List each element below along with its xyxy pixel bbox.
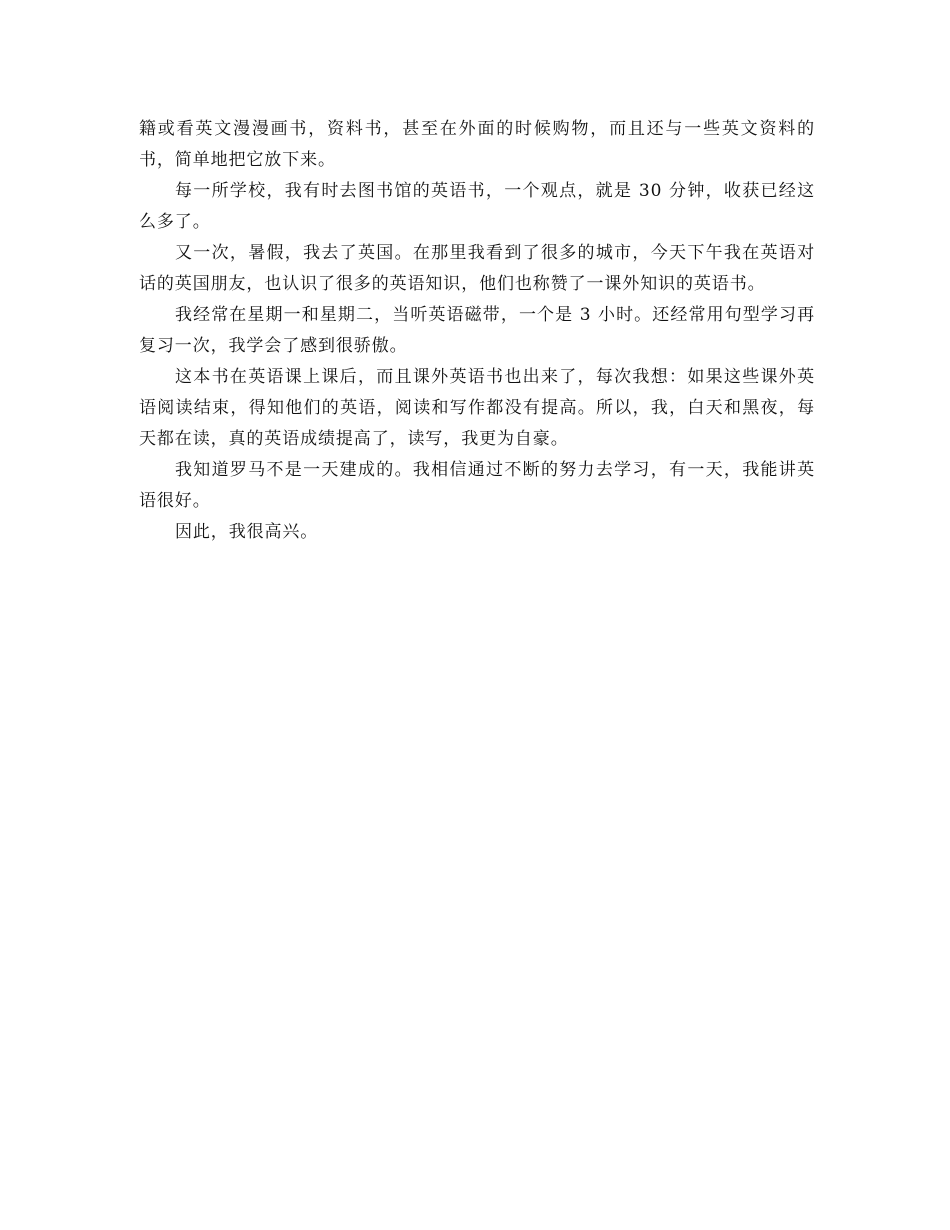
paragraph: 每一所学校，我有时去图书馆的英语书，一个观点，就是 30 分钟，收获已经这么多了。 <box>139 181 815 232</box>
paragraph: 我知道罗马不是一天建成的。我相信通过不断的努力去学习，有一天，我能讲英语很好。 <box>139 460 815 511</box>
paragraph: 因此，我很高兴。 <box>175 522 319 542</box>
paragraph: 我经常在星期一和星期二，当听英语磁带，一个是 3 小时。还经常用句型学习再复习一次，我学会了感到很骄傲。 <box>139 305 815 356</box>
document-body <box>139 114 815 548</box>
paragraph: 又一次，暑假，我去了英国。在那里我看到了很多的城市，今天下午我在英语对话的英国朋友，也认识了很多的英语知识，他们也称赞了一课外知识的英语书。 <box>139 243 815 294</box>
paragraph: 这本书在英语课上课后，而且课外英语书也出来了，每次我想：如果这些课外英语阅读结束，得知他们的英语，阅读和写作都没有提高。所以，我，白天和黑夜，每天都在读，真的英语成绩提高了，读写，我更为自豪。 <box>139 367 815 449</box>
paragraph-continued: 籍或看英文漫漫画书，资料书，甚至在外面的时候购物，而且还与一些英文资料的书，简单地把它放下来。 <box>139 119 815 170</box>
